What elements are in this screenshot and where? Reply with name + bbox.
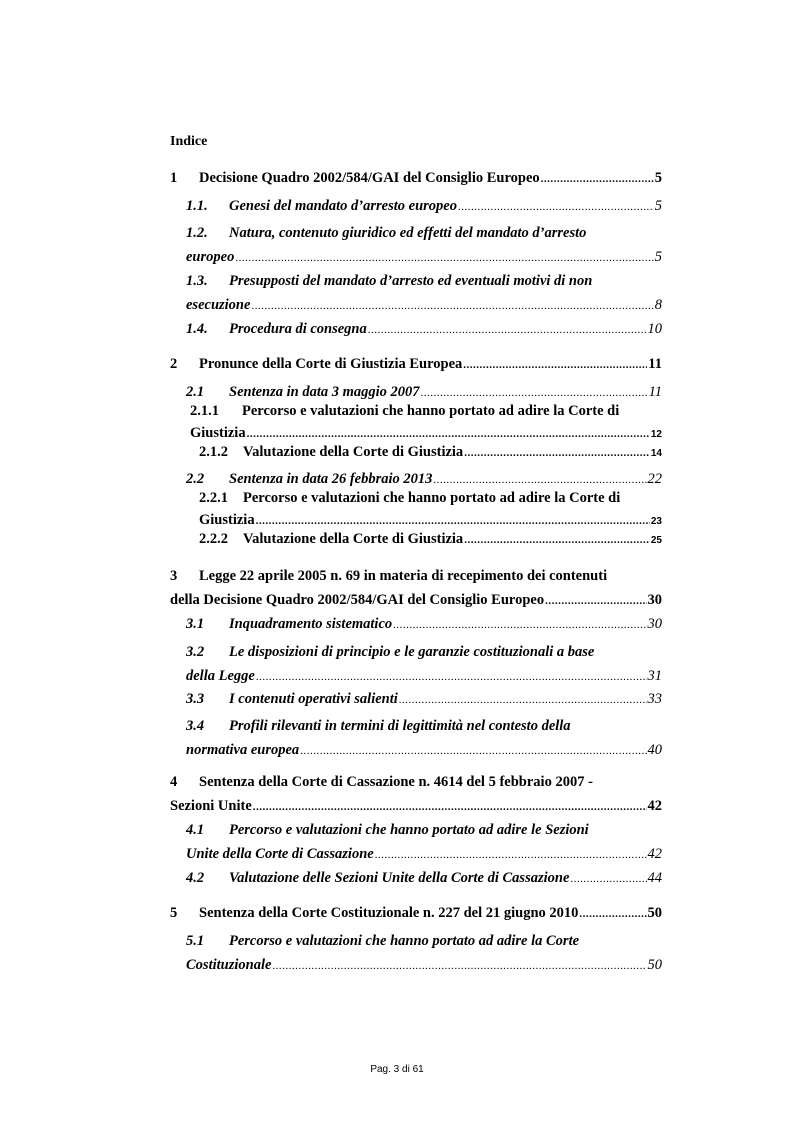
toc-title-continued: della Decisione Quadro 2002/584/GAI del Consiglio Europeo [170,592,545,608]
toc-title: Inquadramento sistematico [229,616,393,632]
toc-entry-3[interactable] [170,564,662,613]
toc-title-continued: Costituzionale [186,957,272,973]
toc-page: 14 [650,448,662,459]
toc-leader [399,688,647,712]
toc-page: 40 [647,742,662,758]
toc-number: 2.1.2 [199,444,228,460]
toc-leader [375,843,647,867]
toc-number: 4.2 [186,870,205,886]
toc-number: 4 [170,774,178,790]
toc-page: 5 [654,249,662,265]
toc-number: 1.3. [186,273,208,289]
toc-number: 3 [170,568,178,584]
toc-number: 2.2.1 [199,490,228,506]
toc-title: Sentenza della Corte di Cassazione n. 4614 del 5 febbraio 2007 - [199,774,593,790]
toc-title: Presupposti del mandato d’arresto ed eventuali motivi di non [229,273,593,289]
toc-title-continued: Unite della Corte di Cassazione [186,846,374,862]
toc-page: 11 [648,356,662,372]
toc-leader [545,589,646,613]
toc-title: Profili rilevanti in termini di legittimità nel contesto della [229,718,571,734]
toc-title-continued: esecuzione [186,297,251,313]
toc-entry-5[interactable] [170,901,662,926]
toc-page: 8 [654,297,662,313]
toc-leader [272,954,646,978]
toc-entry-1-4[interactable] [186,317,662,342]
toc-title: Valutazione delle Sezioni Unite della Corte di Cassazione [229,870,570,886]
toc-entry-1-3[interactable] [186,269,662,318]
toc-page: 23 [650,516,662,527]
toc-leader [393,613,646,637]
toc-leader [235,246,653,270]
toc-title: Sentenza in data 3 maggio 2007 [229,384,420,400]
toc-number: 1 [170,170,178,186]
toc-number: 1.2. [186,225,208,241]
toc-title: I contenuti operativi salienti [229,691,398,707]
toc-entry-2[interactable] [170,352,662,377]
toc-page: 44 [647,870,662,886]
toc-title: Valutazione della Corte di Giustizia [243,444,464,460]
page-footer: Pag. 3 di 61 [370,1064,424,1075]
toc-page: 30 [647,616,662,632]
toc-page: 5 [654,198,662,214]
toc-number: 2.2 [186,471,205,487]
toc-title: Percorso e valutazioni che hanno portato ad adire la Corte di [242,403,620,419]
toc-title: Legge 22 aprile 2005 n. 69 in materia di recepimento dei contenuti [199,568,608,584]
toc-entry-3-2[interactable] [186,640,662,689]
toc-leader [368,318,647,342]
toc-title: Sentenza in data 26 febbraio 2013 [229,471,433,487]
toc-number: 2.1.1 [190,403,219,419]
toc-leader [300,739,646,763]
toc-title: Natura, contenuto giuridico ed effetti del mandato d’arresto [229,225,587,241]
toc-page: 50 [647,905,662,921]
toc-leader [463,353,647,377]
toc-number: 3.3 [186,691,205,707]
toc-title: Sentenza della Corte Costituzionale n. 227 del 21 giugno 2010 [199,905,579,921]
toc-title-continued: Giustizia [190,425,246,441]
toc-entry-2-1-2[interactable] [199,441,662,465]
toc-entry-2-2-2[interactable] [199,528,662,552]
toc-page: 30 [647,592,662,608]
toc-page: 11 [648,384,662,400]
toc-leader [464,442,650,464]
toc-number: 3.1 [186,616,205,632]
toc-number: 2 [170,356,178,372]
toc-leader [464,529,650,551]
toc-title-continued: Giustizia [199,512,255,528]
toc-title-continued: Sezioni Unite [170,798,252,814]
toc-page: 12 [650,429,662,440]
toc-title-continued: normativa europea [186,742,300,758]
toc-title: Genesi del mandato d’arresto europeo [229,198,457,214]
toc-entry-3-4[interactable] [186,714,662,763]
toc-title: Decisione Quadro 2002/584/GAI del Consiglio Europeo [199,170,540,186]
toc-page: 5 [654,170,662,186]
toc-title: Valutazione della Corte di Giustizia [243,531,464,547]
toc-title-continued: europeo [186,249,235,265]
toc-entry-3-3[interactable] [186,687,662,712]
toc-page: 22 [647,471,662,487]
toc-entry-1-1[interactable] [186,194,662,219]
toc-title-continued: della Legge [186,668,255,684]
toc-page: 42 [647,798,662,814]
toc-leader [541,167,654,191]
toc-number: 2.2.2 [199,531,228,547]
toc-number: 3.4 [186,718,205,734]
toc-number: 1.4. [186,321,208,337]
toc-leader [570,867,646,891]
toc-page: 31 [647,668,662,684]
toc-page: 50 [647,957,662,973]
toc-entry-3-1[interactable] [186,612,662,637]
toc-number: 4.1 [186,822,205,838]
toc-title: Percorso e valutazioni che hanno portato ad adire la Corte [229,933,580,949]
toc-leader [253,795,647,819]
toc-entry-2-2-1[interactable] [199,487,662,533]
toc-entry-1-2[interactable] [186,221,662,270]
toc-title: Procedura di consegna [229,321,367,337]
toc-page: 25 [650,535,662,546]
toc-number: 2.1 [186,384,205,400]
toc-title: Percorso e valutazioni che hanno portato ad adire la Corte di [243,490,621,506]
toc-page: 42 [647,846,662,862]
toc-page: 10 [647,321,662,337]
toc-entry-4-2[interactable] [186,866,662,891]
toc-page: 33 [647,691,662,707]
toc-entry-2-1-1[interactable] [190,400,662,446]
toc-title: Percorso e valutazioni che hanno portato ad adire le Sezioni [229,822,589,838]
toc-number: 1.1. [186,198,208,214]
toc-leader [256,665,647,689]
toc-leader [458,195,654,219]
toc-leader [579,902,646,926]
toc-title: Pronunce della Corte di Giustizia Europea [199,356,463,372]
toc-title: Le disposizioni di principio e le garanzie costituzionali a base [229,644,595,660]
toc-leader [251,294,653,318]
toc-number: 5 [170,905,178,921]
toc-entry-5-1[interactable] [186,929,662,978]
index-heading: Indice [170,134,208,149]
toc-number: 3.2 [186,644,205,660]
toc-number: 5.1 [186,933,205,949]
toc-entry-1[interactable] [170,166,662,191]
toc-entry-4[interactable] [170,770,662,819]
toc-entry-4-1[interactable] [186,818,662,867]
